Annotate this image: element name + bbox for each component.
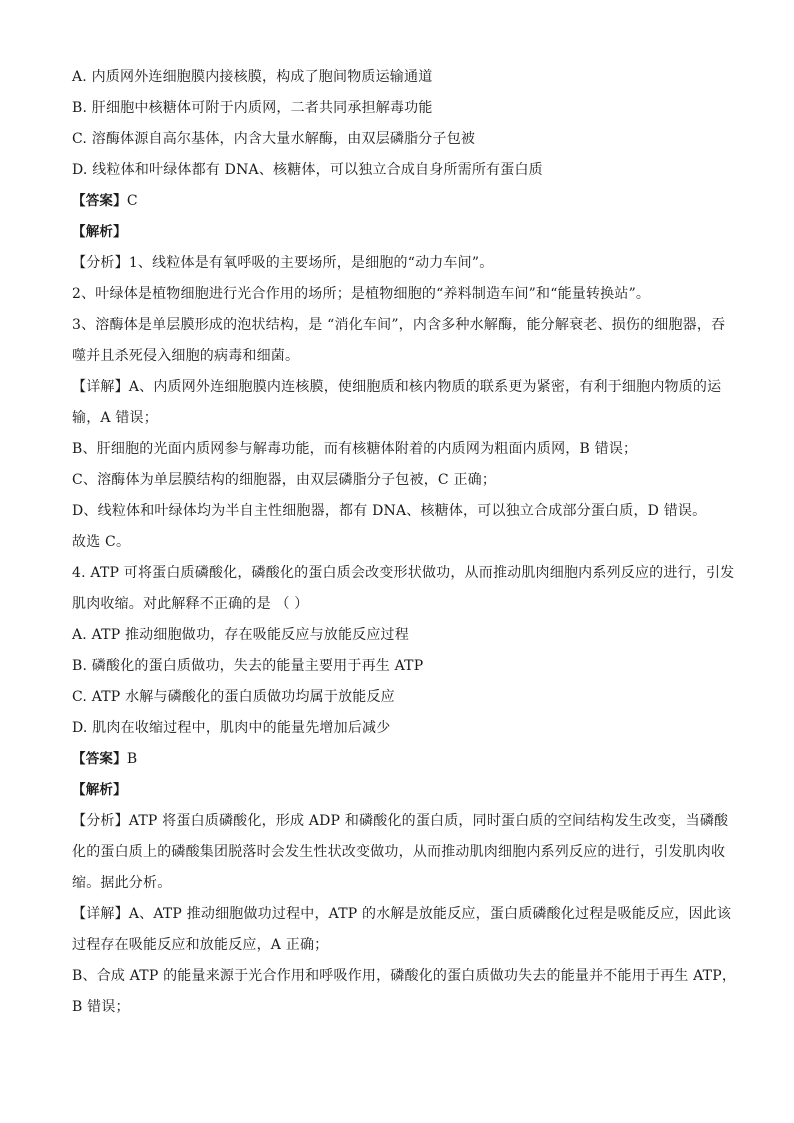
analysis-label: 【解析】 [72,782,127,798]
q4-xiangjie-b1: B、合成 ATP 的能量来源于光合作用和呼吸作用，磷酸化的蛋白质做功失去的能量并不能用于再生 ATP， [72,968,737,984]
q4-fenxi-2: 化的蛋白质上的磷酸集团脱落时会发生性状改变做功，从而推动肌肉细胞内系列反应的进行，引发肌肉收 [72,844,726,860]
fenxi-text: ATP 将蛋白质磷酸化，形成 ADP 和磷酸化的蛋白质，同时蛋白质的空间结构发生改变，当磷酸 [128,813,729,829]
q3-fenxi-1 [72,248,722,279]
document-page [72,62,737,1023]
xiangjie-label: 【详解】 [72,906,129,922]
fenxi-text: 1、线粒体是有氧呼吸的主要场所，是细胞的“动力车间”。 [128,255,494,271]
q3-conclusion: 故选 C。 [72,534,131,550]
q3-option-b: B. 肝细胞中核糖体可附于内质网，二者共同承担解毒功能 [72,100,433,116]
answer-value: B [126,751,138,767]
q4-option-d: D. 肌肉在收缩过程中，肌肉中的能量先增加后减少 [72,720,391,736]
xiangjie-text: A、内质网外连细胞膜内连核膜，使细胞质和核内物质的联系更为紧密，有利于细胞内物质的运 [128,379,722,395]
q3-xiangjie-a2: 输，A 错误； [72,410,158,426]
fenxi-label: 【分析】 [72,255,129,271]
q4-option-b: B. 磷酸化的蛋白质做功，失去的能量主要用于再生 ATP [72,658,424,674]
q4-stem-2: 肌肉收缩。对此解释不正确的是 （ ） [72,596,309,612]
q4-fenxi-1 [72,806,729,837]
q3-answer [72,186,722,217]
answer-label: 【答案】 [72,193,127,209]
analysis-label: 【解析】 [72,224,127,240]
answer-label: 【答案】 [72,751,127,767]
q3-xiangjie-a1 [72,372,722,403]
q4-answer [72,744,722,775]
q3-xiangjie-c: C、溶酶体为单层膜结构的细胞器，由双层磷脂分子包被，C 正确； [72,472,497,488]
q4-xiangjie-a2: 过程存在吸能反应和放能反应，A 正确； [72,937,329,953]
q4-stem-1: 4. ATP 可将蛋白质磷酸化，磷酸化的蛋白质会改变形状做功，从而推动肌肉细胞内系列反应的进行，引发 [72,565,735,581]
q4-analysis-heading [72,775,722,806]
q3-analysis-heading [72,217,722,248]
q4-fenxi-3: 缩。据此分析。 [72,875,172,891]
answer-value: C [126,193,138,209]
q3-option-c: C. 溶酶体源自高尔基体，内含大量水解酶，由双层磷脂分子包被 [72,131,476,147]
xiangjie-text: A、ATP 推动细胞做功过程中，ATP 的水解是放能反应，蛋白质磷酸化过程是吸能反应，因此该 [128,906,732,922]
q3-xiangjie-b: B、肝细胞的光面内质网参与解毒功能，而有核糖体附着的内质网为粗面内质网，B 错误； [72,441,638,457]
q3-option-a: A. 内质网外连细胞膜内接核膜，构成了胞间物质运输通道 [72,69,433,85]
q4-xiangjie-b2: B 错误； [72,999,130,1015]
q3-fenxi-2: 2、叶绿体是植物细胞进行光合作用的场所；是植物细胞的“养料制造车间”和“能量转换站”。 [72,286,651,302]
q4-option-c: C. ATP 水解与磷酸化的蛋白质做功均属于放能反应 [72,689,395,705]
q4-xiangjie-a1 [72,899,732,930]
q3-option-d: D. 线粒体和叶绿体都有 DNA、核糖体，可以独立合成自身所需所有蛋白质 [72,162,543,178]
q3-fenxi-3b: 噬并且杀死侵入细胞的病毒和细菌。 [72,348,300,364]
fenxi-label: 【分析】 [72,813,129,829]
q3-xiangjie-d: D、线粒体和叶绿体均为半自主性细胞器，都有 DNA、核糖体，可以独立合成部分蛋白质，D 错误。 [72,503,707,519]
xiangjie-label: 【详解】 [72,379,129,395]
q4-option-a: A. ATP 推动细胞做功，存在吸能反应与放能反应过程 [72,627,409,643]
q3-fenxi-3a: 3、溶酶体是单层膜形成的泡状结构，是 “消化车间”，内含多种水解酶，能分解衰老、损伤的细胞器，吞 [72,317,726,333]
